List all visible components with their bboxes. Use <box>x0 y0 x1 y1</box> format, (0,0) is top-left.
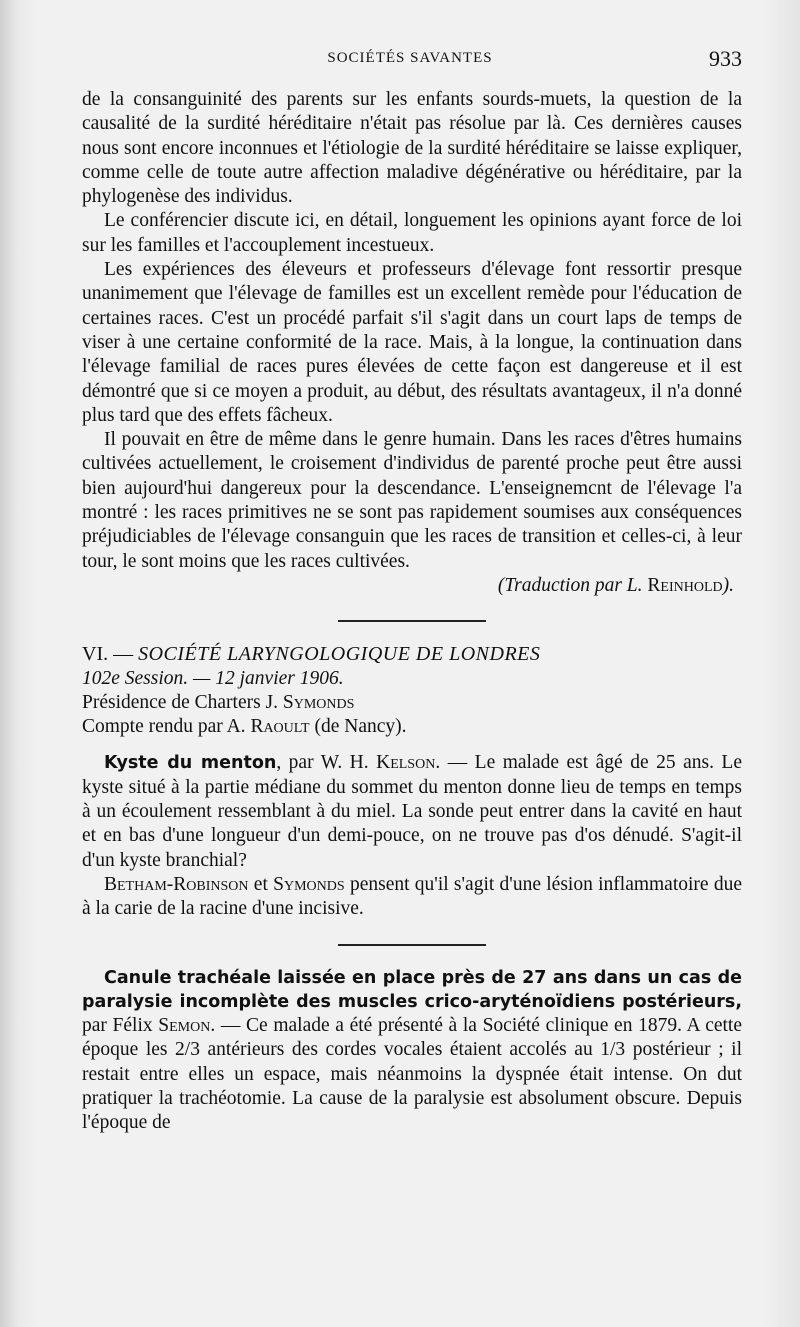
section-divider <box>338 620 486 622</box>
article-text-canule: . — Ce malade a été présenté à la Société clinique en 1879. A cette époque les 2/3 antérieurs des cordes vocales étaient accolés au 1/3 postérieur ; il restait entre elles un espace, mais néanmoins la dyspnée était intense. On dut pratiquer la trachéotomie. La cause de la paralysie est absolument obscure. Depuis l'époque de <box>82 1015 743 1134</box>
reporter-name: Raoult <box>250 716 310 738</box>
article-text-kyste: . — Le malade est âgé de 25 ans. Le kyste situé à la partie médiane du sommet du menton donne lieu de temps en temps à un écoulement ressemblant à du miel. La sonde peut entrer dans la cavité en haut et en bas d'une longueur d'un demi-pouce, on ne trouve pas d'os dénudé. S'agit-il d'un kyste branchial? <box>82 752 742 871</box>
section-heading <box>82 642 742 666</box>
session-line: 102e Session. — 12 janvier 1906. <box>82 667 344 689</box>
section-numeral: VI. — <box>82 643 139 666</box>
compte-suffix: (de Nancy). <box>309 716 407 738</box>
discussant-symonds: Symonds <box>273 873 345 895</box>
article-title-canule: Canule trachéale laissée en place près de 27 ans dans un cas de paralysie incomplète des muscles crico-aryténoïdiens postérieurs, <box>82 967 742 1012</box>
paragraph-genre-humain: Il pouvait en être de même dans le genre humain. Dans les races d'êtres humains cultivées actuellement, le croisement d'individus de parenté proche peut être aussi bien aujourd'hui dangereux pour la descendance. L'enseignemcnt de l'élevage l'a montré : les races primitives ne se sont pas rapidement soumises aux conséquences préjudiciables de l'élevage consanguin que les races de transition et celles-ci, à leur tour, le sont moins que les races cultivées. <box>82 429 742 572</box>
paragraph-conferencier: Le conférencier discute ici, en détail, longuement les opinions ayant force de loi sur les familles et l'accouplement incestueux. <box>82 210 742 256</box>
running-title: SOCIÉTÉS SAVANTES <box>327 50 493 66</box>
presidence-line <box>82 691 742 715</box>
translator-name: Reinhold <box>647 574 723 596</box>
translation-prefix: (Traduction par L. <box>497 574 648 596</box>
article-kyste <box>82 751 742 872</box>
paragraph-experiences: Les expériences des éleveurs et professeurs d'élevage font ressortir presque unanimement que l'élevage de familles est un excellent remède pour l'éducation de certaines races. C'est un procédé parfait s'il s'agit dans un court laps de temps de viser à une certaine conformité de la race. Mais, à la longue, la continuation dans l'élevage familial de races pures élevées de cette façon est dangereuse et il est démontré que si ce moyen a produit, au début, des résultats avantageux, il n'a donné plus tard que des effets fâcheux. <box>82 259 742 426</box>
discussion-conjunction: et <box>248 873 274 895</box>
article-author-kelson: Kelson <box>376 752 436 774</box>
discussion-text: pensent qu'il s'agit d'une lésion inflammatoire due à la carie de la racine d'une incisive. <box>82 873 743 920</box>
president-name: Symonds <box>282 691 355 713</box>
article-canule <box>82 966 742 1136</box>
translation-credit <box>82 574 742 598</box>
section-title: SOCIÉTÉ LARYNGOLOGIQUE DE LONDRES <box>138 643 541 666</box>
discussant-betham-robinson: Betham-Robinson <box>104 873 249 895</box>
article2-author-prefix: par Félix <box>82 1015 159 1037</box>
page-header <box>80 44 740 76</box>
compte-prefix: Compte rendu par A. <box>82 716 251 738</box>
article-discussion <box>82 873 742 922</box>
page-body <box>82 88 742 1136</box>
article-title-kyste: Kyste du menton <box>104 753 277 774</box>
paragraph-continuation: de la consanguinité des parents sur les enfants sourds-muets, la question de la causalité de la surdité héréditaire n'était pas résolue par là. Ces dernières causes nous sont encore inconnues et l'étiologie de la surdité héréditaire se laisse expliquer, comme celle de toute autre affection maladive dégénérative ou héréditaire, par la phylogenèse des individus. <box>82 89 742 208</box>
article-divider <box>338 944 486 946</box>
page-number: 933 <box>709 46 742 71</box>
article-author-semon: Semon <box>158 1015 211 1037</box>
compte-rendu-line <box>82 715 742 739</box>
translation-suffix: ). <box>722 574 734 596</box>
article-author-prefix: , par W. H. <box>276 752 377 774</box>
presidence-prefix: Présidence de Charters J. <box>82 691 283 713</box>
